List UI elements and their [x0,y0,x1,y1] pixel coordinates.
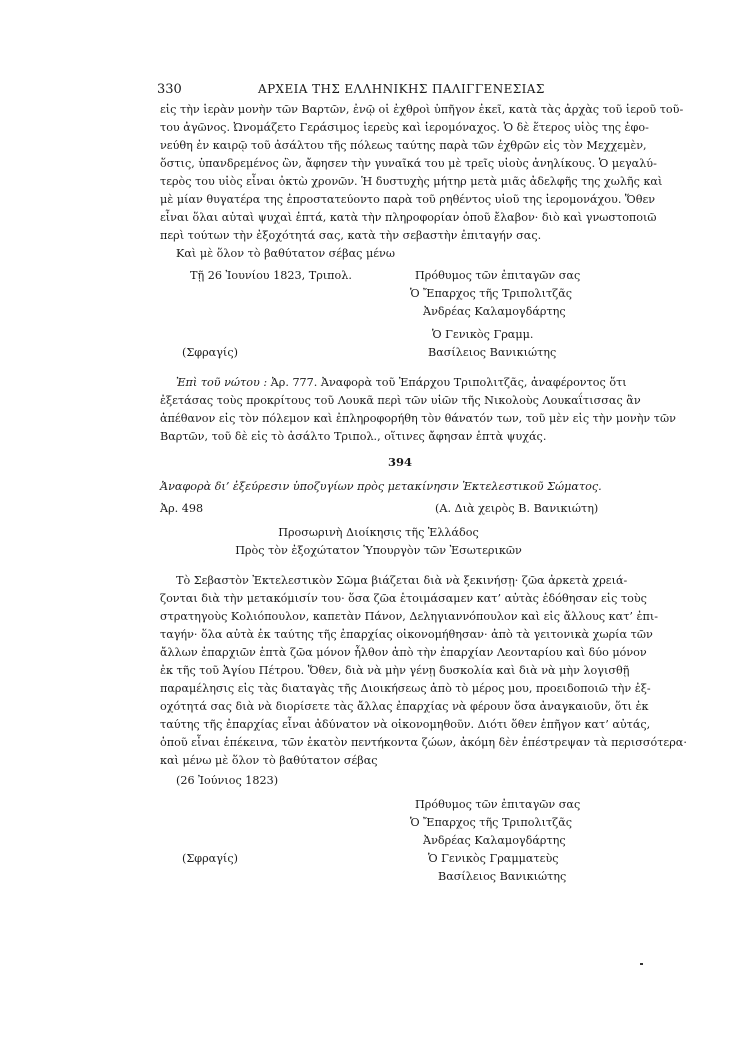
document-number: 394 [388,455,413,469]
verso-label: Ἐπὶ τοῦ νώτου : [176,376,268,389]
print-mark [640,963,643,965]
date-place: Τῇ 26 Ἰουνίου 1823, Τριπολ. [190,269,352,282]
seal: (Σφραγίς) [182,346,238,359]
text-line: του ἀγῶνος. Ὠνομάζετο Γεράσιμος ἱερεὺς καὶ ἱερομόναχος. Ὁ δὲ ἕτερος υἱὸς της ἐφο- [160,121,649,134]
closing-formula: Καὶ μὲ ὅλον τὸ βαθύτατον σέβας μένω [176,247,395,260]
text-line: ἐκ τῆς τοῦ Ἁγίου Πέτρου. Ὅθεν, διὰ νὰ μὴν γένῃ δυσκολία καὶ διὰ νὰ μὴν λογισθῇ [160,664,630,677]
text-line: ὅστις, ὑπανδρεμένος ὢν, ἄφησεν τὴν γυναῖκά του μὲ τρεῖς υἱοὺς ἀνηλίκους. Ὁ μεγαλύ- [160,157,657,170]
signature-line: Πρόθυμος τῶν ἐπιταγῶν σας [415,798,581,811]
text-line: μὲ μίαν θυγατέρα της ἐπροστατεύοντο παρὰ τοῦ ρηθέντος υἱοῦ της ἱερομονάχου. Ὅθεν [160,193,656,206]
signature-line: Βασίλειος Βανικιώτης [438,870,567,883]
document-date: (26 Ἰούνιος 1823) [176,774,279,787]
text-line: ἄλλων ἐπαρχιῶν ἑπτὰ ζῶα μόνον ἦλθον ἀπὸ τὴν ἐπαρχίαν Λεονταρίου καὶ δύο μόνον [160,646,647,659]
text-line: νεύθη ἐν καιρῷ τοῦ ἀσάλτου τῆς πόλεως ταύτης παρὰ τῶν ἐχθρῶν εἰς τὸν Μεχχεμὲν, [160,139,647,152]
addressee-line: Πρὸς τὸν ἐξοχώτατον Ὑπουργὸν τῶν Ἐσωτερικῶν [235,544,522,557]
signature-line: Ὁ Γενικὸς Γραμματεὺς [428,852,559,865]
text-line: περὶ τούτων τὴν ἐξοχότητά σας, κατὰ τὴν σεβαστὴν ἐπιταγήν σας. [160,229,542,242]
signature-line: Πρόθυμος τῶν ἐπιταγῶν σας [415,269,581,282]
signature-line: Ὁ Γενικὸς Γραμμ. [432,328,534,341]
signature-line: Ὁ Ἔπαρχος τῆς Τριπολιτζᾶς [410,816,573,829]
text-line: εἶναι ὅλαι αὐταὶ ψυχαὶ ἑπτά, κατὰ τὴν πληροφορίαν ὁποῦ ἔλαβον· διὸ καὶ γνωστοποιῶ [160,211,657,224]
text-line: ὁποῦ εἶναι ἐπέκεινα, τῶν ἑκατὸν πεντήκοντα ζώων, ἀκόμη δὲν ἐπέστρεψαν τὰ περισσότερα· [160,736,687,749]
signature-line: Βασίλειος Βανικιώτης [428,346,557,359]
signature-line: Ἀνδρέας Καλαμογδάρτης [423,834,566,847]
text-line: Τὸ Σεβαστὸν Ἐκτελεστικὸν Σῶμα βιάζεται διὰ νὰ ξεκινήσῃ· ζῶα ἀρκετὰ χρειά- [176,574,628,587]
reference-number: Ἀρ. 498 [160,502,204,515]
verso-line: Ἐπὶ τοῦ νώτου : Ἀρ. 777. Ἀναφορὰ τοῦ Ἐπάρχου Τριπολιτζᾶς, ἀναφέροντος ὅτι [176,376,627,389]
page-number: 330 [157,82,182,97]
text-line: τερὸς του υἱὸς εἶναι ὀκτὼ χρονῶν. Ἡ δυστυχὴς μήτηρ μετὰ μιᾶς ἀδελφῆς της χωλῆς καὶ [160,175,663,188]
text-line: ταύτης τῆς ἐπαρχίας εἶναι ἀδύνατον νὰ οἰκονομηθοῦν. Διότι ὅθεν ἐπῆγον κατ’ αὐτάς, [160,718,651,731]
text-line: καὶ μένω μὲ ὅλον τὸ βαθύτατον σέβας [160,754,378,767]
signature-line: Ἀνδρέας Καλαμογδάρτης [423,305,566,318]
hand-note: (Α. Διὰ χειρὸς Β. Βανικιώτη) [435,502,599,515]
text-line: στρατηγοὺς Κολιόπουλον, καπετὰν Πάνον, Δεληγιαννόπουλον καὶ εἰς ἄλλους κατ’ ἐπι- [160,610,659,623]
text-line: ζονται διὰ τὴν μετακόμισίν του· ὅσα ζῶα ἑτοιμάσαμεν κατ’ αὐτὰς ἐδόθησαν εἰς τοὺς [160,592,647,605]
text-line: οχότητά σας διὰ νὰ διορίσετε τὰς ἄλλας ἐπαρχίας νὰ φέρουν ὅσα ἀναγκαιοῦν, ὅτι ἐκ [160,700,649,713]
verso-line: Βαρτῶν, τοῦ δὲ εἰς τὸ ἀσάλτο Τριπολ., οἵτινες ἄφησαν ἑπτὰ ψυχάς. [160,430,547,443]
running-title: ΑΡΧΕΙΑ ΤΗΣ ΕΛΛΗΝΙΚΗΣ ΠΑΛΙΓΓΕΝΕΣΙΑΣ [258,82,545,96]
signature-line: Ὁ Ἔπαρχος τῆς Τριπολιτζᾶς [410,287,573,300]
addressee-line: Προσωρινὴ Διοίκησις τῆς Ἑλλάδος [278,526,479,539]
text-line: εἰς τὴν ἱερὰν μονὴν τῶν Βαρτῶν, ἐνῷ οἱ ἐχθροὶ ὑπῆγον ἐκεῖ, κατὰ τὰς ἀρχὰς τοῦ ἱεροῦ τοῦ- [160,103,684,116]
verso-line: ἀπέθανον εἰς τὸν πόλεμον καὶ ἐπληροφορήθη τὸν θάνατόν των, τοῦ μὲν εἰς τὴν μονὴν τῶν [160,412,676,425]
verso-line: ἐξετάσας τοὺς προκρίτους τοῦ Λουκᾶ περὶ τῶν υἱῶν τῆς Νικολοὺς Λουκαΐτισσας ἂν [160,394,641,407]
text-line: παραμέλησις εἰς τὰς διαταγὰς τῆς Διοικήσεως ἀπὸ τὸ μέρος μου, προειδοποιῶ τὴν ἐξ- [160,682,651,695]
document-summary: Ἀναφορὰ δι’ ἐξεύρεσιν ὑποζυγίων πρὸς μετακίνησιν Ἐκτελεστικοῦ Σώματος. [160,480,602,493]
seal: (Σφραγίς) [182,852,238,865]
text-line: ταγήν· ὅλα αὐτὰ ἐκ ταύτης τῆς ἐπαρχίας οἰκονομήθησαν· ἀπὸ τὰ γειτονικὰ χωρία τῶν [160,628,653,641]
